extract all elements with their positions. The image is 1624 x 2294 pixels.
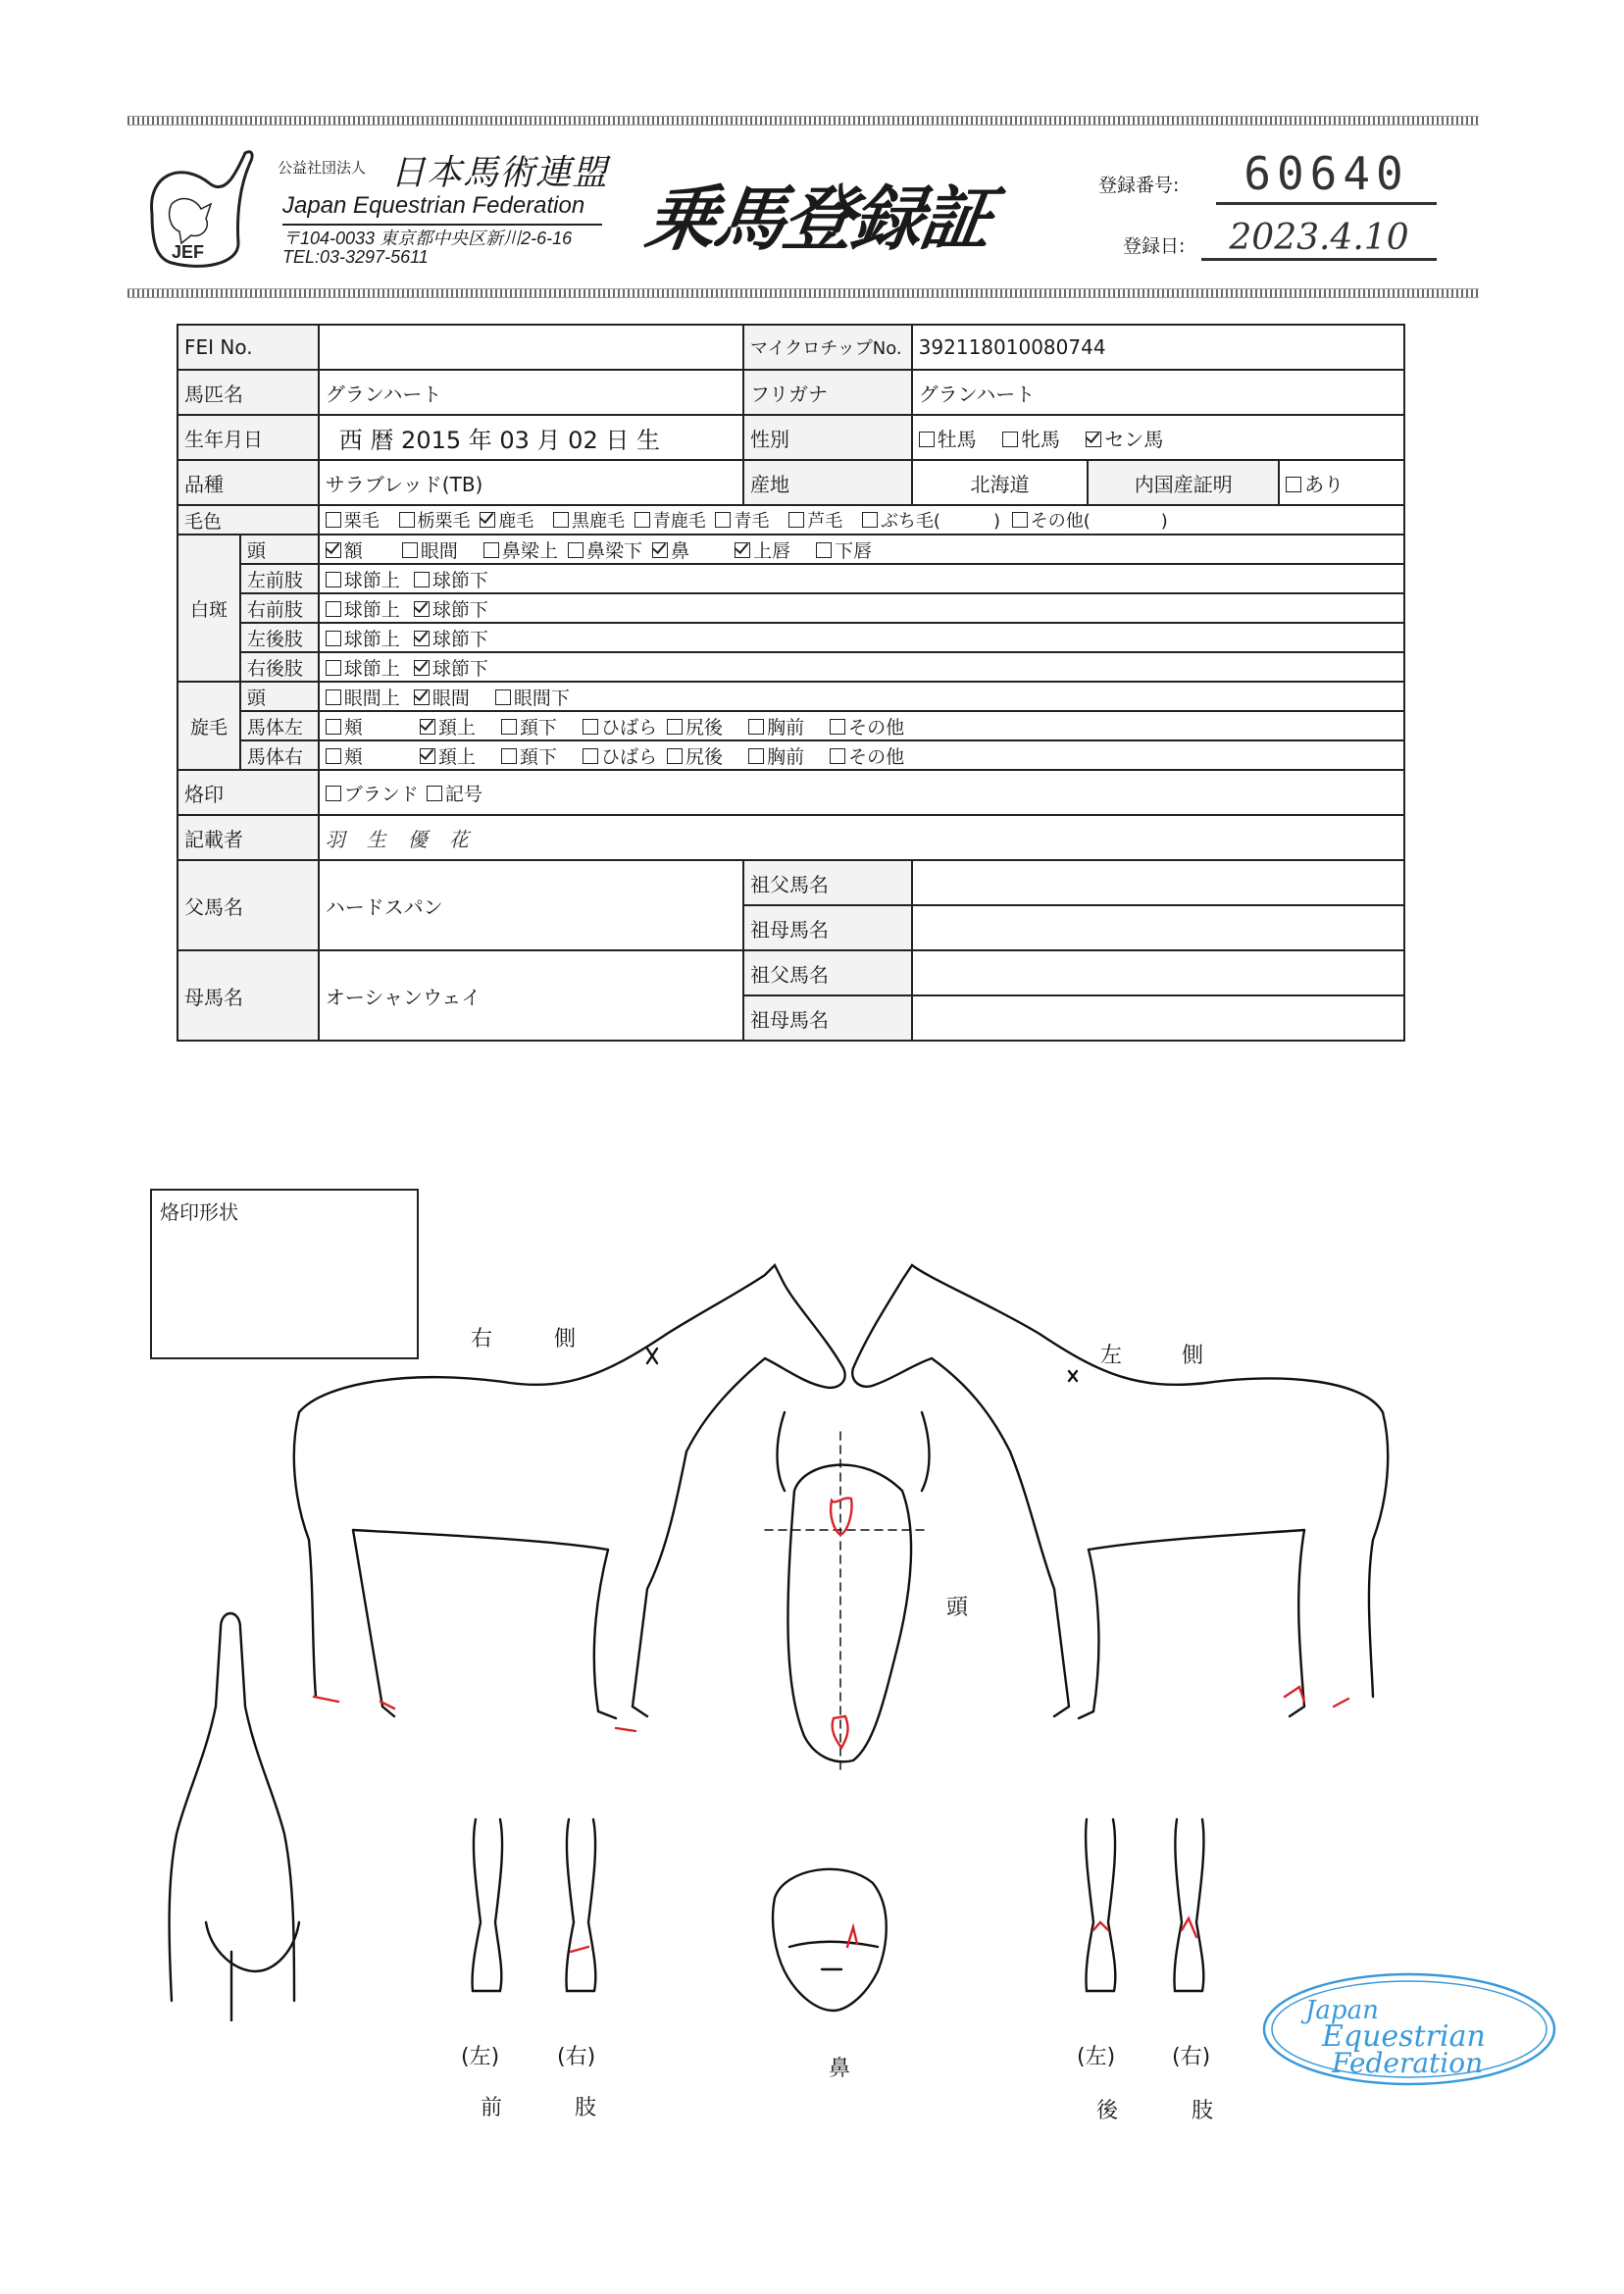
right-side-label-2: 側 (554, 1327, 577, 1351)
sex-option-mare[interactable]: 牝馬 (1002, 424, 1060, 452)
option[interactable]: ブランド (326, 780, 419, 806)
fore-label-1: 前 (481, 2096, 503, 2120)
brand-shape-label: 烙印形状 (160, 1200, 238, 1224)
fore-legs-icon (473, 1819, 596, 1991)
horse-name-label: 馬匹名 (178, 370, 319, 415)
furigana-value: グランハート (912, 370, 1404, 415)
fore-label-2: 肢 (575, 2096, 597, 2120)
breed-label: 品種 (178, 460, 319, 505)
coat-option[interactable]: 黒鹿毛 (553, 507, 625, 533)
option[interactable]: その他 (830, 713, 904, 739)
white-markings-label: 白斑 (178, 535, 240, 682)
part-label: 右前肢 (240, 593, 319, 623)
option[interactable]: 胸前 (748, 742, 804, 769)
whorls-label: 旋毛 (178, 682, 240, 770)
sex-label: 性別 (743, 415, 912, 460)
option[interactable]: 頚下 (501, 742, 557, 769)
domestic-cert-option[interactable]: あり (1279, 460, 1404, 505)
part-label: 左前肢 (240, 564, 319, 593)
org-type: 公益社団法人 (278, 159, 367, 177)
part-label: 右後肢 (240, 652, 319, 682)
sire-granddam-label: 祖母馬名 (743, 905, 912, 950)
right-side-horse-icon (294, 1265, 845, 1731)
option-checked[interactable]: 球節下 (414, 595, 488, 622)
head-front-icon (765, 1412, 930, 1775)
sire-grandsire-label: 祖父馬名 (743, 860, 912, 905)
right-side-label-1: 右 (471, 1327, 493, 1351)
option[interactable]: 下唇 (816, 536, 872, 563)
sex-option-stallion[interactable]: 牡馬 (919, 424, 977, 452)
hind-label-1: 後 (1096, 2099, 1119, 2123)
recorder-label: 記載者 (178, 815, 319, 860)
option[interactable]: 尻後 (667, 742, 723, 769)
dam-granddam-label: 祖母馬名 (743, 995, 912, 1041)
option-checked[interactable]: 額 (326, 536, 363, 563)
option[interactable]: 球節上 (326, 566, 400, 592)
head-label: 頭 (946, 1596, 969, 1620)
option[interactable]: 頬 (326, 713, 363, 739)
coat-option[interactable]: ぶち毛( ) (862, 507, 1000, 533)
breed-value: サラブレッド(TB) (319, 460, 743, 505)
sex-option-gelding[interactable]: セン馬 (1086, 424, 1163, 452)
registration-number: 60640 (1216, 147, 1437, 205)
dam-grandsire-label: 祖父馬名 (743, 950, 912, 995)
option[interactable]: 鼻梁下 (568, 536, 642, 563)
option[interactable]: 尻後 (667, 713, 723, 739)
origin-label: 産地 (743, 460, 912, 505)
sire-label: 父馬名 (178, 860, 319, 950)
option-checked[interactable]: 球節下 (414, 654, 488, 681)
federation-stamp-icon (1261, 1971, 1557, 2087)
address-line: 〒104-0033 東京都中央区新川2-6-16 (282, 229, 573, 248)
furigana-label: フリガナ (743, 370, 912, 415)
left-side-label-2: 側 (1182, 1344, 1204, 1368)
option[interactable]: 球節下 (414, 566, 488, 592)
registration-number-label: 登録番号: (1098, 175, 1180, 196)
coat-option[interactable]: 栗毛 (326, 507, 380, 533)
hind-right-label: (右) (1172, 2045, 1211, 2069)
org-name-en: Japan Equestrian Federation (282, 192, 585, 219)
option-checked[interactable]: 球節下 (414, 625, 488, 651)
registration-date-label: 登録日: (1123, 235, 1186, 257)
option[interactable]: 胸前 (748, 713, 804, 739)
option[interactable]: ひばら (583, 742, 657, 769)
option[interactable]: 眼間 (402, 536, 458, 563)
option[interactable]: 頬 (326, 742, 363, 769)
svg-text:Equestrian: Equestrian (1322, 2019, 1486, 2054)
svg-text:JEF: JEF (172, 242, 205, 262)
tel-line: TEL:03-3297-5611 (282, 247, 429, 267)
option-checked[interactable]: 鼻 (652, 536, 689, 563)
document-title: 乗馬登録証 (640, 178, 996, 260)
horse-top-view-icon (170, 1613, 299, 2020)
dam-label: 母馬名 (178, 950, 319, 1041)
dam-value: オーシャンウェイ (319, 950, 743, 1041)
option[interactable]: 鼻梁上 (483, 536, 558, 563)
svg-text:Japan: Japan (1305, 1996, 1379, 2025)
coat-option[interactable]: 青毛 (715, 507, 769, 533)
jef-stamp (1261, 1971, 1557, 2087)
option[interactable]: 記号 (427, 780, 482, 806)
hind-label-2: 肢 (1192, 2099, 1214, 2123)
microchip-value: 392118010080744 (912, 325, 1404, 370)
fei-no-label: FEI No. (178, 325, 319, 370)
coat-option[interactable]: その他( ) (1012, 507, 1168, 533)
option[interactable]: 眼間下 (495, 684, 570, 710)
domestic-cert-label: 内国産証明 (1088, 460, 1279, 505)
part-label: 馬体左 (240, 711, 319, 740)
sire-value: ハードスパン (319, 860, 743, 950)
option[interactable]: 眼間上 (326, 684, 400, 710)
brand-label: 烙印 (178, 770, 319, 815)
microchip-label: マイクロチップNo. (743, 325, 912, 370)
birth-date-value: 西 暦 2015 年 03 月 02 日 生 (319, 415, 743, 460)
coat-option[interactable]: 青鹿毛 (634, 507, 706, 533)
part-label: 左後肢 (240, 623, 319, 652)
svg-text:Federation: Federation (1332, 2047, 1484, 2079)
option[interactable]: 頚下 (501, 713, 557, 739)
part-label: 頭 (240, 535, 319, 564)
left-side-horse-icon (852, 1265, 1388, 1718)
coat-option[interactable]: 栃栗毛 (399, 507, 471, 533)
option-checked[interactable]: 頚上 (420, 742, 476, 769)
option-checked[interactable]: 上唇 (735, 536, 790, 563)
recorder-signature: 羽生優花 (319, 815, 1404, 860)
option[interactable]: 球節上 (326, 625, 400, 651)
org-name-jp: 日本馬術連盟 (390, 153, 609, 193)
nose-front-icon (773, 1869, 887, 2011)
coat-option-checked[interactable]: 鹿毛 (480, 507, 533, 533)
coat-option[interactable]: 芦毛 (788, 507, 842, 533)
option[interactable]: その他 (830, 742, 904, 769)
hind-legs-icon (1086, 1819, 1203, 1991)
option[interactable]: ひばら (583, 713, 657, 739)
coat-color-label: 毛色 (178, 505, 319, 535)
origin-value: 北海道 (912, 460, 1089, 505)
option-checked[interactable]: 眼間 (414, 684, 470, 710)
option-checked[interactable]: 頚上 (420, 713, 476, 739)
horse-name-value: グランハート (319, 370, 743, 415)
part-label: 頭 (240, 682, 319, 711)
birth-date-label: 生年月日 (178, 415, 319, 460)
fore-left-label: (左) (461, 2045, 500, 2069)
option[interactable]: 球節上 (326, 654, 400, 681)
option[interactable]: 球節上 (326, 595, 400, 622)
registration-date: 2023.4.10 (1201, 218, 1437, 261)
fore-right-label: (右) (557, 2045, 596, 2069)
hind-left-label: (左) (1077, 2045, 1116, 2069)
left-side-label-1: 左 (1100, 1344, 1123, 1368)
part-label: 馬体右 (240, 740, 319, 770)
nose-label: 鼻 (829, 2057, 851, 2081)
